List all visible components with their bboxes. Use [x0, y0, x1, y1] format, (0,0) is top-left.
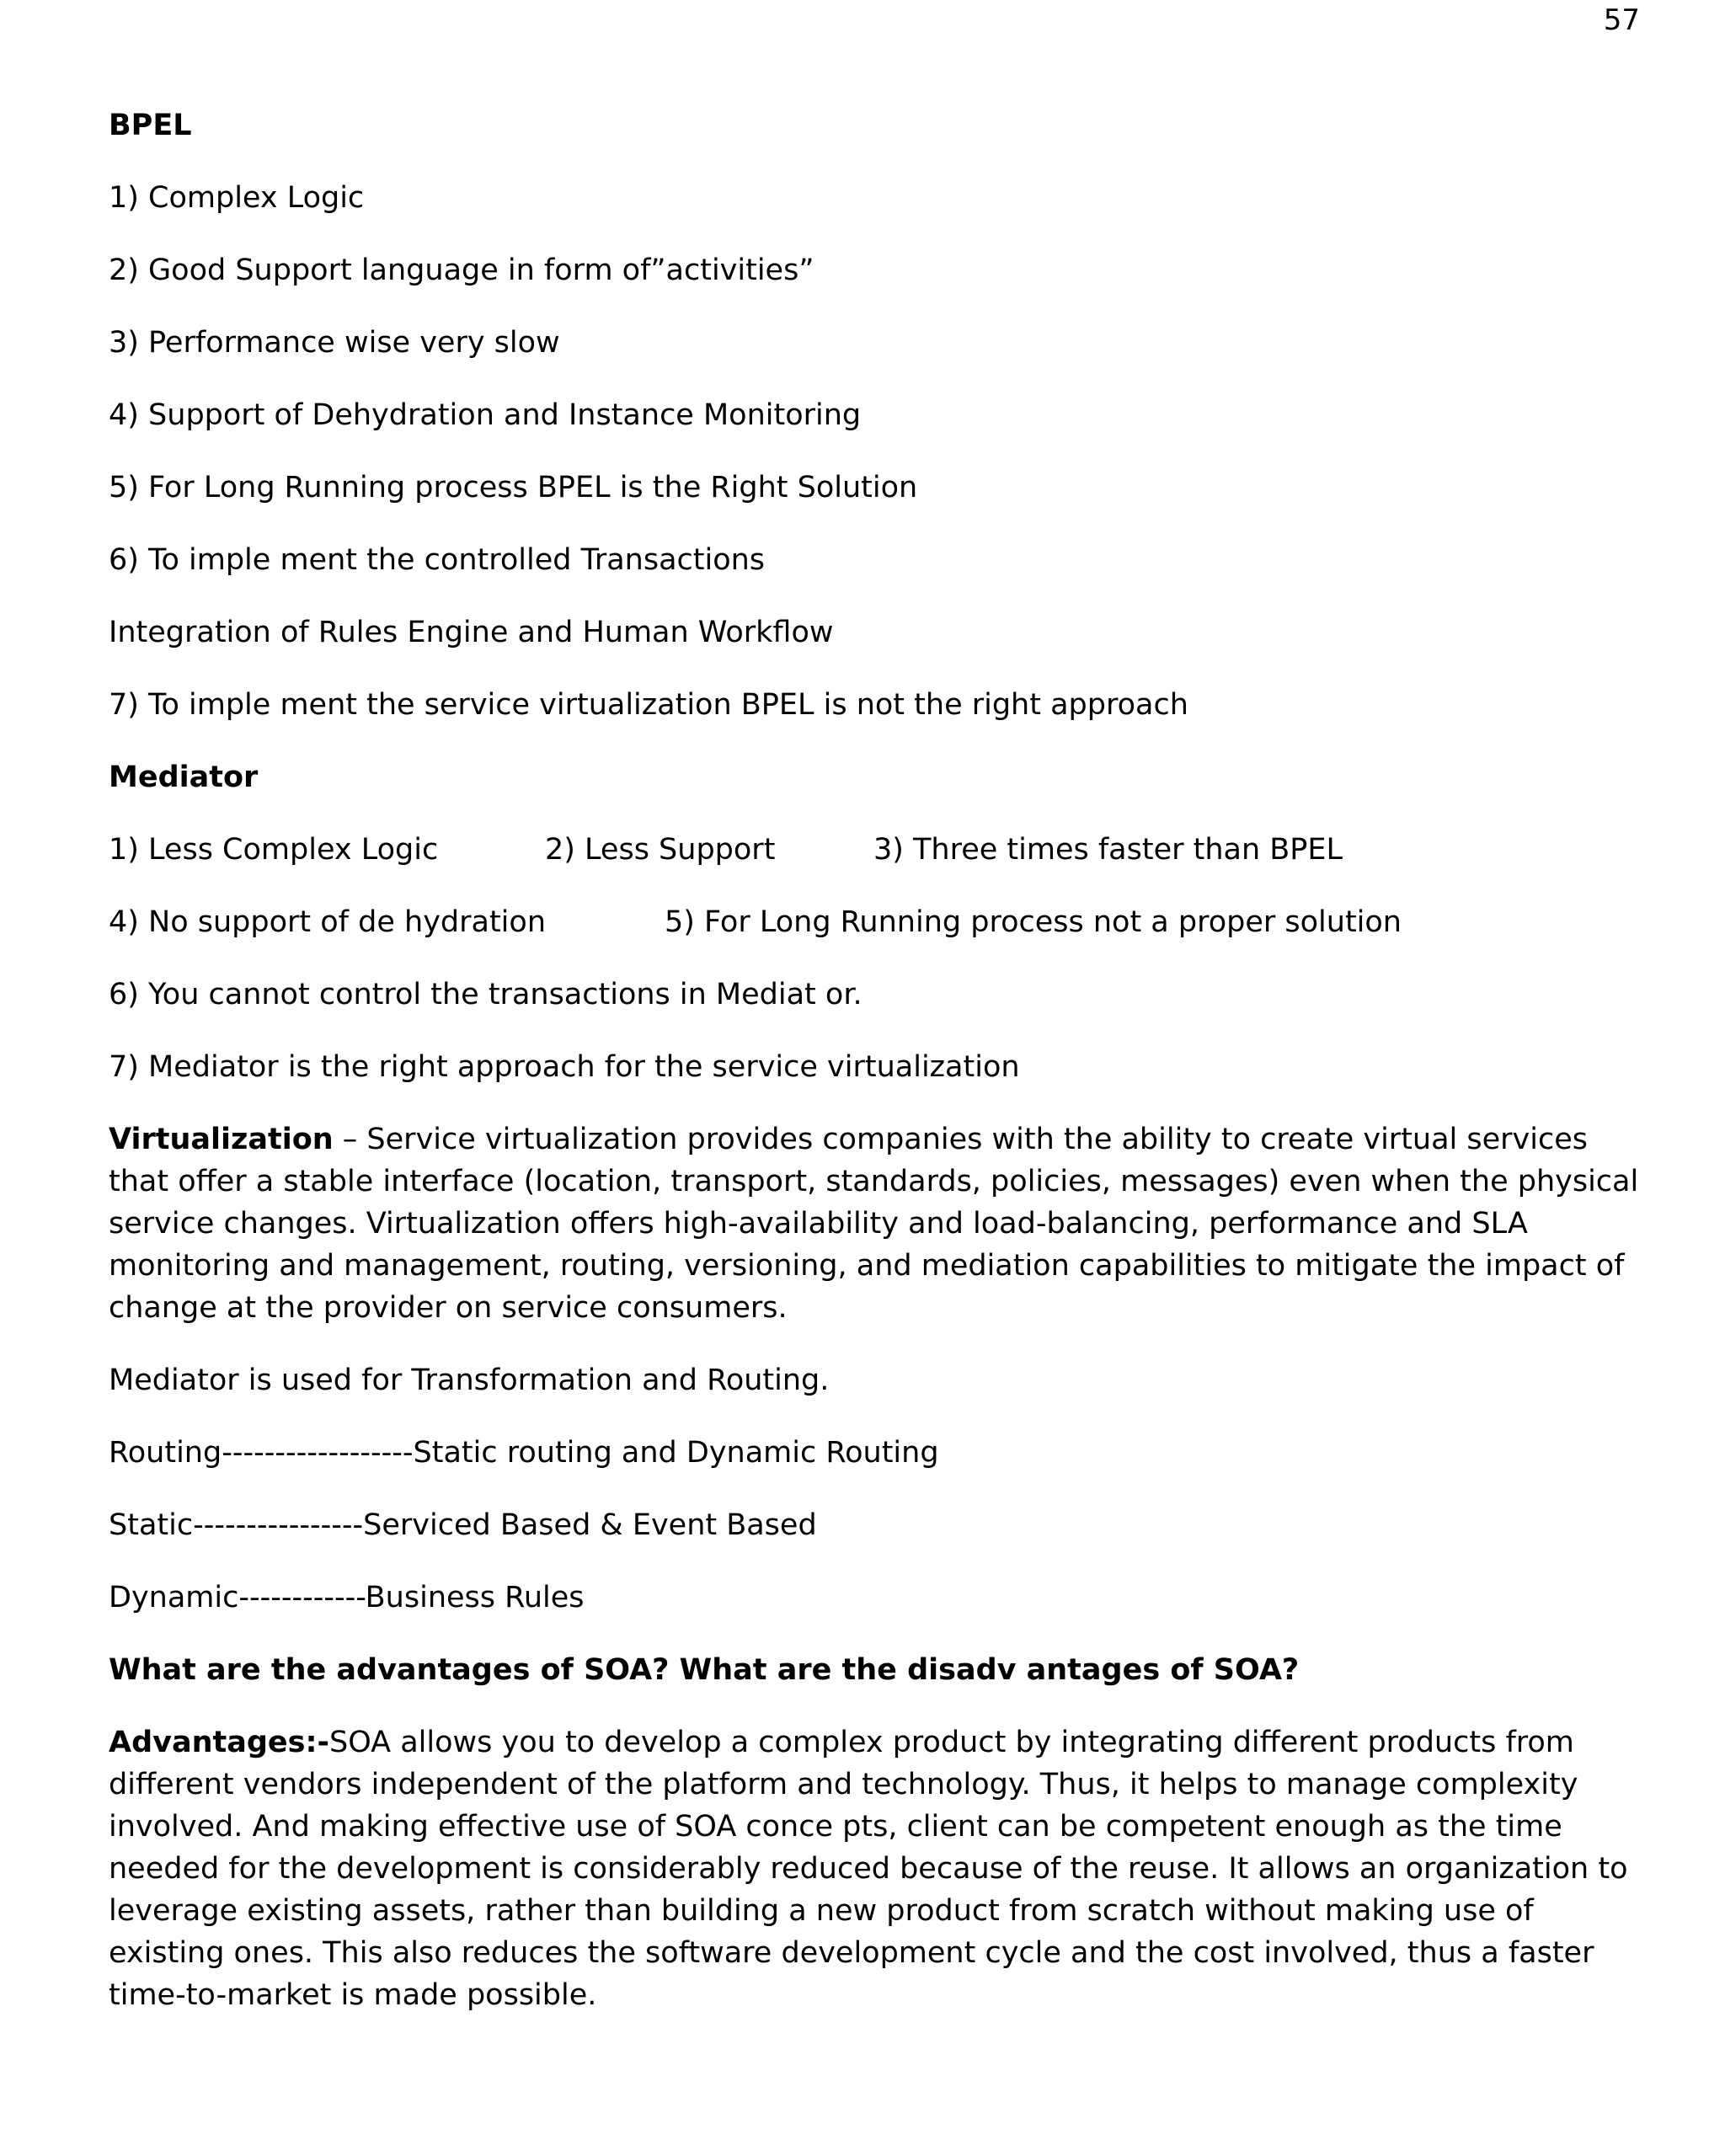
- bpel-item: 4) Support of Dehydration and Instance Monitoring: [109, 398, 862, 432]
- mediator-item: 6) You cannot control the transactions in Mediat or.: [109, 978, 862, 1011]
- bpel-item: 7) To imple ment the service virtualization BPEL is not the right approach: [109, 688, 1188, 722]
- mediator-usage-line: Mediator is used for Transformation and Routing.: [109, 1364, 830, 1397]
- bpel-item: 5) For Long Running process BPEL is the Right Solution: [109, 471, 918, 504]
- bpel-item: Integration of Rules Engine and Human Workflow: [109, 616, 834, 649]
- virtualization-text: – Service virtualization provides companies with the ability to create virtual services that offer a stable interface (location, transport, standards, policies, messages) even when the physical service changes. Virtualization offers high-availability and load-balancing, performance and SLA monitoring and management, routing, versioning, and mediation capabilities to mitigate the impact of change at the provider on service consumers.: [109, 1123, 1639, 1325]
- mediator-item: 1) Less Complex Logic: [109, 833, 439, 867]
- virtualization-term: Virtualization: [109, 1123, 334, 1156]
- advantages-paragraph: [109, 1721, 1642, 2016]
- virtualization-paragraph: [109, 1118, 1642, 1329]
- page-content: [109, 104, 1642, 2047]
- advantages-term: Advantages:-: [109, 1726, 329, 1759]
- mediator-item: 3) Three times faster than BPEL: [873, 833, 1343, 867]
- mediator-heading: Mediator: [109, 760, 259, 794]
- mediator-item: 2) Less Support: [545, 833, 776, 867]
- mediator-item: 7) Mediator is the right approach for the service virtualization: [109, 1050, 1020, 1084]
- advantages-text: SOA allows you to develop a complex product by integrating different products from different vendors independent of the platform and technology. Thus, it helps to manage complexity involved. And making effective use of SOA conce pts, client can be competent enough as the time needed for the development is considerably reduced because of the reuse. It allows an organization to leverage existing assets, rather than building a new product from scratch without making use of existing ones. This also reduces the software development cycle and the cost involved, thus a faster time-to-market is made possible.: [109, 1726, 1628, 2012]
- mediator-row-2: [109, 901, 1642, 943]
- soa-question-heading: What are the advantages of SOA? What are the disadv antages of SOA?: [109, 1653, 1300, 1687]
- mediator-item: 4) No support of de hydration: [109, 905, 547, 939]
- static-line: Static----------------Serviced Based & Event Based: [109, 1508, 817, 1542]
- page-number: 57: [1603, 3, 1640, 37]
- bpel-item: 1) Complex Logic: [109, 181, 365, 215]
- bpel-item: 6) To imple ment the controlled Transactions: [109, 543, 766, 577]
- bpel-heading: BPEL: [109, 109, 192, 142]
- mediator-item: 5) For Long Running process not a proper solution: [665, 905, 1402, 939]
- bpel-item: 3) Performance wise very slow: [109, 326, 560, 360]
- mediator-row-1: [109, 829, 1642, 871]
- dynamic-line: Dynamic------------Business Rules: [109, 1581, 585, 1614]
- bpel-item: 2) Good Support language in form of”activities”: [109, 253, 814, 287]
- routing-line: Routing------------------Static routing and Dynamic Routing: [109, 1436, 939, 1470]
